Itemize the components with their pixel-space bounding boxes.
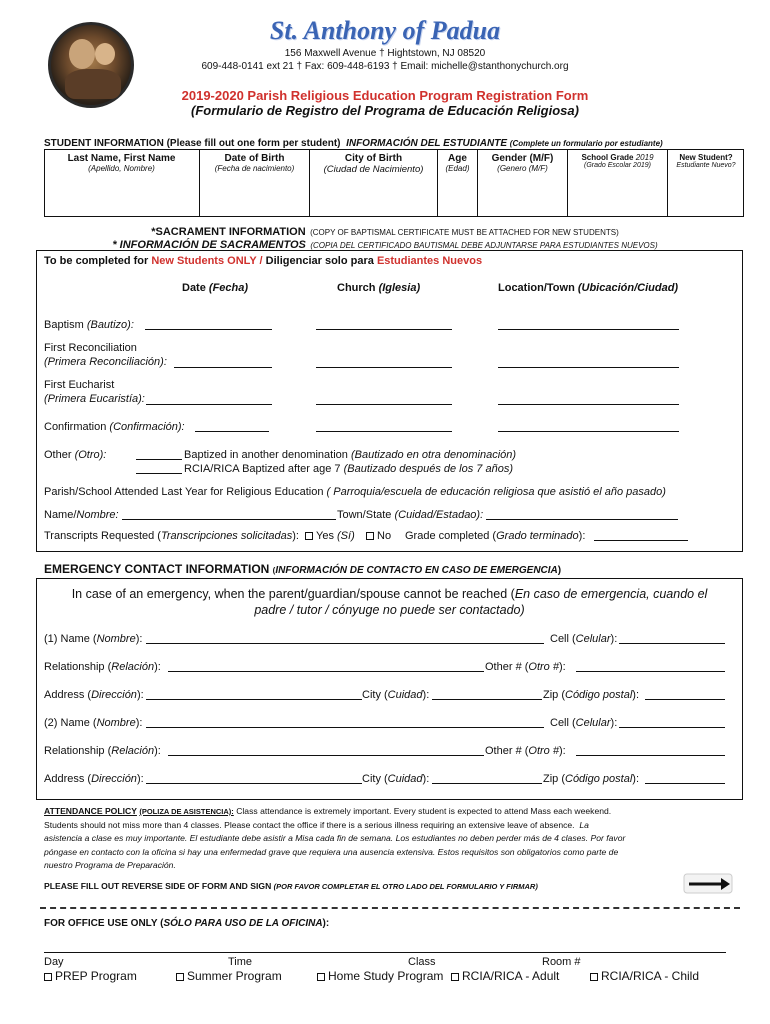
checkbox-icon	[317, 973, 325, 981]
sacrament-heading: *SACRAMENT INFORMATION (COPY OF BAPTISMAL CERTIFICATE MUST BE ATTACHED FOR NEW STUDENTS)	[151, 226, 619, 238]
checkbox-icon	[305, 532, 313, 540]
eucharist-label: First Eucharist	[44, 379, 115, 391]
office-time-label: Time	[228, 956, 253, 968]
baptism-location-field[interactable]	[498, 319, 679, 330]
transcripts-label: Transcripts Requested (Transcripciones solicitadas):	[44, 530, 299, 542]
contact1-address-label: Address (Dirección):	[44, 689, 144, 701]
contact1-city-label: City (Cuidad):	[362, 689, 430, 701]
student-table-col-grade: School Grade 2019 (Grado Escolar 2019)	[568, 149, 668, 217]
other-baptized-denomination-label: Baptized in another denomination (Bautizado en otra denominación)	[184, 449, 517, 461]
emergency-intro-es: padre / tutor / cónyuge no puede ser contactado)	[254, 603, 525, 617]
parish-address: 156 Maxwell Avenue † Hightstown, NJ 08520	[284, 48, 486, 59]
checkbox-icon	[590, 973, 598, 981]
office-use-line	[44, 952, 726, 953]
transcripts-yes-option[interactable]: Yes (Sí)	[305, 530, 355, 542]
parish-name: St. Anthony of Padua	[269, 16, 501, 45]
student-info-heading: STUDENT INFORMATION (Please fill out one form per student) INFORMACIÓN DEL ESTUDIANTE (Complete un formulario por estudiante)	[44, 138, 663, 149]
eucharist-date-field[interactable]	[146, 394, 272, 405]
office-day-label: Day	[44, 956, 64, 968]
contact2-address-label: Address (Dirección):	[44, 773, 144, 785]
confirmation-label: Confirmation (Confirmación):	[44, 421, 185, 433]
parish-name-field[interactable]	[122, 509, 336, 520]
contact1-name-label: (1) Name (Nombre):	[44, 633, 143, 645]
contact1-cell-label: Cell (Celular):	[550, 633, 618, 645]
contact1-relationship-field[interactable]	[168, 661, 484, 672]
attendance-policy: ATTENDANCE POLICY (POLIZA DE ASISTENCIA): Class attendance is extremely important. Every student is expected to attend Mass each weekend. Students should not miss more than 4 classes. Please contact the office if there is a serious illness requiring an extensive leave of absence. La asistencia a clase es muy importante. El estudiante debe asistir a Misa cada fin de semana. Los estudiantes no deben perder más de 4 clases. Por favor póngase en contacto con la oficina si hay una enfermedad grave que requiera una ausencia extensiva. Estos requisitos son obligatorios como parte de nuestro Programa de Preparación.	[44, 806, 626, 870]
reconciliation-label: First Reconciliation	[44, 342, 137, 354]
col-church-header: Church (Iglesia)	[337, 282, 421, 294]
other-baptized-denomination-field[interactable]	[136, 449, 182, 460]
contact2-zip-label: Zip (Código postal):	[543, 773, 640, 785]
checkbox-icon	[451, 973, 459, 981]
contact1-address-field[interactable]	[146, 689, 362, 700]
checkbox-icon	[366, 532, 374, 540]
contact1-cell-field[interactable]	[619, 633, 725, 644]
office-prep-option[interactable]: PREP Program	[44, 969, 137, 983]
col-date-header: Date (Fecha)	[182, 282, 249, 294]
confirmation-location-field[interactable]	[498, 421, 679, 432]
transcripts-no-option[interactable]: No	[366, 530, 391, 542]
reconciliation-date-field[interactable]	[174, 357, 272, 368]
sacrament-heading-es: * INFORMACIÓN DE SACRAMENTOS (COPIA DEL CERTIFICADO BAUTISMAL DEBE ADJUNTARSE PARA ESTUDIANTES NUEVOS)	[112, 239, 658, 251]
parish-name-label: Name/Nombre:	[44, 509, 119, 521]
contact2-city-field[interactable]	[432, 773, 542, 784]
office-home-study-option[interactable]: Home Study Program	[317, 969, 443, 983]
office-room-label: Room #	[542, 956, 581, 968]
contact1-zip-label: Zip (Código postal):	[543, 689, 640, 701]
contact1-city-field[interactable]	[432, 689, 542, 700]
student-table-col-dob: Date of Birth (Fecha de nacimiento)	[200, 149, 310, 217]
checkbox-icon	[44, 973, 52, 981]
office-rcia-adult-option[interactable]: RCIA/RICA - Adult	[451, 969, 559, 983]
contact2-cell-field[interactable]	[619, 717, 725, 728]
contact1-other-field[interactable]	[576, 661, 725, 672]
grade-completed-label: Grade completed (Grado terminado):	[405, 530, 586, 542]
baptism-date-field[interactable]	[145, 319, 272, 330]
cut-line	[40, 907, 740, 909]
parish-town-field[interactable]	[486, 509, 678, 520]
contact2-relationship-label: Relationship (Relación):	[44, 745, 161, 757]
eucharist-label-es: (Primera Eucaristía):	[44, 393, 145, 405]
contact2-relationship-field[interactable]	[168, 745, 484, 756]
student-table-col-name: Last Name, First Name (Apellido, Nombre)	[44, 149, 200, 217]
grade-completed-field[interactable]	[594, 530, 688, 541]
parish-town-label: Town/State (Cuidad/Estadao):	[337, 509, 484, 521]
parish-attended-label: Parish/School Attended Last Year for Religious Education ( Parroquia/escuela de educación religiosa que asistió el año pasado)	[44, 486, 666, 498]
confirmation-date-field[interactable]	[195, 421, 269, 432]
reconciliation-location-field[interactable]	[498, 357, 679, 368]
emergency-intro: In case of an emergency, when the parent/guardian/spouse cannot be reached (En caso de emergencia, cuando el	[71, 587, 708, 601]
office-use-heading: FOR OFFICE USE ONLY (SÓLO PARA USO DE LA OFICINA):	[44, 918, 330, 929]
reverse-side-note: PLEASE FILL OUT REVERSE SIDE OF FORM AND SIGN (POR FAVOR COMPLETAR EL OTRO LADO DEL FORMULARIO Y FIRMAR)	[44, 881, 538, 891]
baptism-church-field[interactable]	[316, 319, 452, 330]
reconciliation-label-es: (Primera Reconciliación):	[44, 356, 167, 368]
form-subtitle: (Formulario de Registro del Programa de Educación Religiosa)	[191, 103, 579, 118]
student-table-col-new: New Student? Estudiante Nuevo?	[676, 153, 736, 169]
contact2-address-field[interactable]	[146, 773, 362, 784]
student-table-col-city: City of Birth (Ciudad de Nacimiento)	[310, 149, 438, 217]
contact2-name-label: (2) Name (Nombre):	[44, 717, 143, 729]
office-summer-option[interactable]: Summer Program	[176, 969, 282, 983]
baptism-label: Baptism (Bautizo):	[44, 319, 134, 331]
contact1-name-field[interactable]	[146, 633, 544, 644]
contact2-cell-label: Cell (Celular):	[550, 717, 618, 729]
student-table-col-age: Age (Edad)	[438, 149, 478, 217]
contact2-city-label: City (Cuidad):	[362, 773, 430, 785]
parish-contact: 609-448-0141 ext 21 † Fax: 609-448-6193 † Email: michelle@stanthonychurch.org	[201, 61, 569, 72]
emergency-heading: EMERGENCY CONTACT INFORMATION (INFORMACIÓN DE CONTACTO EN CASO DE EMERGENCIA)	[44, 562, 562, 576]
student-table-col-gender: Gender (M/F) (Genero (M/F)	[478, 149, 568, 217]
contact2-name-field[interactable]	[146, 717, 544, 728]
reconciliation-church-field[interactable]	[316, 357, 452, 368]
checkbox-icon	[176, 973, 184, 981]
col-location-header: Location/Town (Ubicación/Ciudad)	[498, 282, 679, 294]
contact2-other-field[interactable]	[576, 745, 725, 756]
office-rcia-child-option[interactable]: RCIA/RICA - Child	[590, 969, 699, 983]
contact1-zip-field[interactable]	[645, 689, 725, 700]
arrow-right-icon	[683, 873, 735, 895]
contact2-other-label: Other # (Otro #):	[485, 745, 566, 757]
contact1-other-label: Other # (Otro #):	[485, 661, 566, 673]
confirmation-church-field[interactable]	[316, 421, 452, 432]
form-title: 2019-2020 Parish Religious Education Program Registration Form	[181, 88, 589, 103]
new-students-note: To be completed for New Students ONLY / Diligenciar solo para Estudiantes Nuevos	[44, 255, 483, 267]
other-label: Other (Otro):	[44, 449, 107, 461]
other-rcia-field[interactable]	[136, 463, 182, 474]
office-class-label: Class	[408, 956, 436, 968]
contact1-relationship-label: Relationship (Relación):	[44, 661, 161, 673]
other-rcia-label: RCIA/RICA Baptized after age 7 (Bautizado después de los 7 años)	[184, 463, 513, 475]
eucharist-location-field[interactable]	[498, 394, 679, 405]
eucharist-church-field[interactable]	[316, 394, 452, 405]
contact2-zip-field[interactable]	[645, 773, 725, 784]
